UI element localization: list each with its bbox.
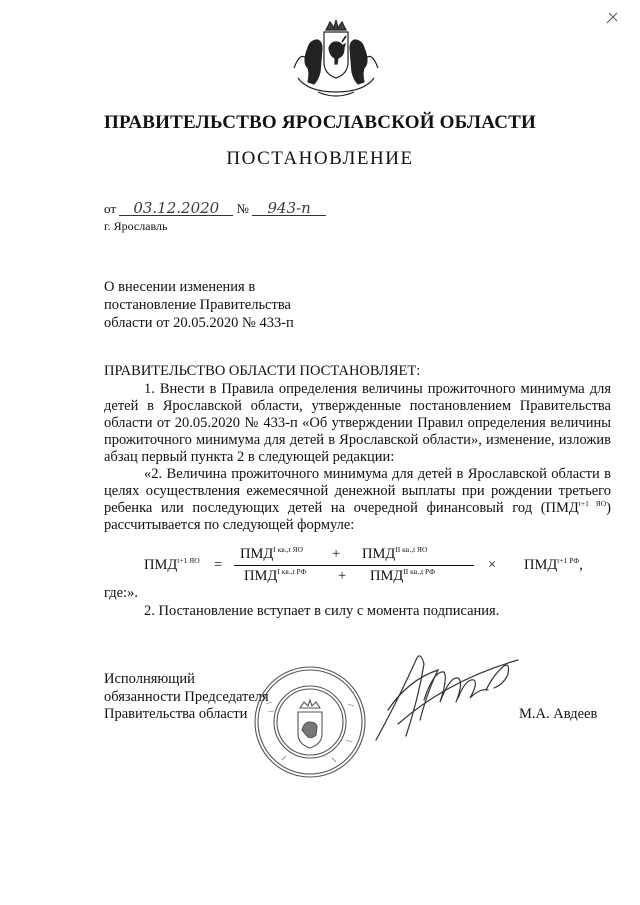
subject-line: постановление Правительства bbox=[104, 297, 291, 313]
where-line: где:». bbox=[104, 585, 138, 601]
paragraph-2-text: «2. Величина прожиточного минимума для детей в Ярославской области в целях осуществления ежемесячной денежной выплаты при рождении третьего ребенка или последующих детей на очередной финансовый год (ПМД bbox=[104, 466, 611, 516]
formula-lhs: $ПМД^{t+1 ЯО}$ bbox=[144, 556, 200, 573]
handwritten-signature-icon bbox=[368, 640, 528, 750]
formula-rhs: $ПМД^{t+1 РФ}$, bbox=[524, 556, 583, 573]
formula-denominator-1: $ПМД^{I кв.,t РФ}$ bbox=[244, 567, 307, 584]
formula-times: × bbox=[488, 557, 497, 573]
scan-mark-icon bbox=[604, 10, 620, 26]
decree-heading: ПРАВИТЕЛЬСТВО ОБЛАСТИ ПОСТАНОВЛЯЕТ: bbox=[104, 363, 421, 379]
paragraph-2-superscript: t+1 ЯО bbox=[578, 499, 607, 509]
formula-numerator-1: $ПМД^{I кв.,t ЯО}$ bbox=[240, 545, 303, 562]
signatory-title bbox=[104, 671, 269, 724]
handwritten-date: 03.12.2020 bbox=[119, 201, 233, 216]
formula-denominator-2: $ПМД^{II кв.,t РФ}$ bbox=[370, 567, 435, 584]
formula-numerator-2: $ПМД^{II кв.,t ЯО}$ bbox=[362, 545, 428, 562]
signatory-line: Исполняющий bbox=[104, 671, 195, 687]
official-seal-icon bbox=[252, 664, 368, 780]
body-text bbox=[104, 381, 611, 534]
subject-line: О внесении изменения в bbox=[104, 279, 256, 295]
registration-line bbox=[104, 201, 326, 217]
subject-line: области от 20.05.2020 № 433-п bbox=[104, 315, 294, 331]
number-prefix: № bbox=[236, 201, 249, 216]
paragraph-1: 1. Внести в Правила определения величины прожиточного минимума для детей в Ярославской области, утвержденные постановлением Правительства области от 20.05.2020 № 433-п «Об утверждении Правил определения величины прожиточного минимума для детей в Ярославской области», изменение, изложив абзац первый пункта 2 в следующей редакции: bbox=[104, 381, 611, 465]
signer-name: М.А. Авдеев bbox=[519, 706, 598, 722]
document-type: ПОСТАНОВЛЕНИЕ bbox=[226, 148, 414, 169]
paragraph-2 bbox=[104, 466, 611, 534]
formula-plus-bottom: + bbox=[338, 568, 347, 584]
signatory-line: Правительства области bbox=[104, 706, 248, 722]
city: г. Ярославль bbox=[104, 219, 168, 233]
signatory-line: обязанности Председателя bbox=[104, 688, 269, 705]
document-subject bbox=[104, 278, 294, 332]
government-title: ПРАВИТЕЛЬСТВО ЯРОСЛАВСКОЙ ОБЛАСТИ bbox=[104, 112, 536, 133]
paragraph-2-tail: ) рассчитывается по следующей формуле: bbox=[104, 500, 611, 533]
fraction-bar bbox=[234, 565, 474, 566]
handwritten-number: 943-п bbox=[252, 201, 326, 216]
paragraph-3: 2. Постановление вступает в силу с момента подписания. bbox=[144, 603, 500, 619]
formula-equals: = bbox=[214, 557, 223, 573]
coat-of-arms-icon bbox=[288, 18, 384, 100]
formula-plus-top: + bbox=[332, 546, 341, 562]
date-prefix: от bbox=[104, 201, 117, 216]
